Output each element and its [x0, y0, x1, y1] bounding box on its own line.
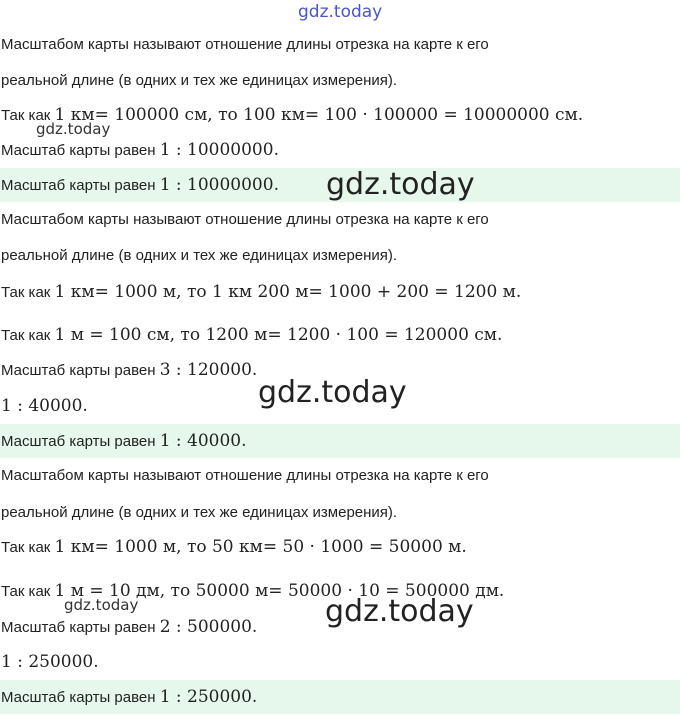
section-2-definition-line-1: Масштабом карты называют отношение длины отрезка на карте к его: [1, 211, 489, 228]
simplified-math: 1 : 250000.: [1, 652, 99, 672]
section-3-answer: [0, 680, 680, 714]
watermark-big: gdz.today: [325, 594, 474, 629]
section-3-definition-line-1: Масштабом карты называют отношение длины отрезка на карте к его: [1, 467, 489, 484]
answer-math: 1 : 10000000.: [159, 175, 279, 195]
result-math: 3 : 120000.: [159, 360, 258, 380]
step-math: 1 м = 100 см, то 1200 м= 1200 · 100 = 120000 см.: [54, 325, 503, 345]
step-math: 1 км= 100000 см, то 100 км= 100 · 100000 = 10000000 см.: [54, 105, 584, 125]
watermark-top: gdz.today: [298, 2, 383, 22]
step-prefix: Так как: [1, 327, 55, 344]
answer-prefix: Масштаб карты равен: [1, 689, 160, 706]
section-3-definition-line-2: реальной длине (в одних и тех же единицах измерения).: [1, 504, 398, 521]
result-math: 1 : 10000000.: [159, 140, 279, 160]
step-prefix: Так как: [1, 284, 55, 301]
result-math: 2 : 500000.: [159, 617, 258, 637]
section-2-simplified: [0, 396, 680, 417]
answer-math: 1 : 40000.: [159, 431, 247, 451]
section-1-result: [0, 140, 680, 161]
section-3-result: [0, 617, 680, 638]
simplified-math: 1 : 40000.: [1, 396, 88, 416]
answer-prefix: Масштаб карты равен: [1, 433, 160, 450]
step-math: 1 км= 1000 м, то 1 км 200 м= 1000 + 200 = 1200 м.: [54, 282, 522, 302]
section-2-answer: [0, 424, 680, 458]
watermark-small: gdz.today: [36, 120, 111, 138]
section-2-definition-line-2: реальной длине (в одних и тех же единицах измерения).: [1, 247, 398, 264]
step-math: 1 м = 10 дм, то 50000 м= 50000 · 10 = 500000 дм.: [54, 581, 505, 601]
result-prefix: Масштаб карты равен: [1, 619, 160, 636]
section-2-step-1: [0, 282, 680, 303]
section-3-step-1: [0, 537, 680, 558]
answer-math: 1 : 250000.: [159, 687, 258, 707]
result-prefix: Масштаб карты равен: [1, 362, 160, 379]
result-prefix: Масштаб карты равен: [1, 142, 160, 159]
step-prefix: Так как: [1, 107, 55, 124]
section-3-simplified: [0, 652, 680, 673]
step-prefix: Так как: [1, 539, 55, 556]
section-1-definition-line-1: Масштабом карты называют отношение длины отрезка на карте к его: [1, 36, 489, 53]
watermark-big: gdz.today: [258, 375, 407, 410]
section-2-step-2: [0, 325, 680, 346]
step-prefix: Так как: [1, 583, 55, 600]
answer-prefix: Масштаб карты равен: [1, 177, 160, 194]
watermark-big: gdz.today: [326, 167, 475, 202]
section-1-definition-line-2: реальной длине (в одних и тех же единицах измерения).: [1, 72, 398, 89]
section-1-step-1: [0, 105, 680, 126]
step-math: 1 км= 1000 м, то 50 км= 50 · 1000 = 50000 м.: [54, 537, 467, 557]
watermark-small: gdz.today: [64, 596, 139, 614]
